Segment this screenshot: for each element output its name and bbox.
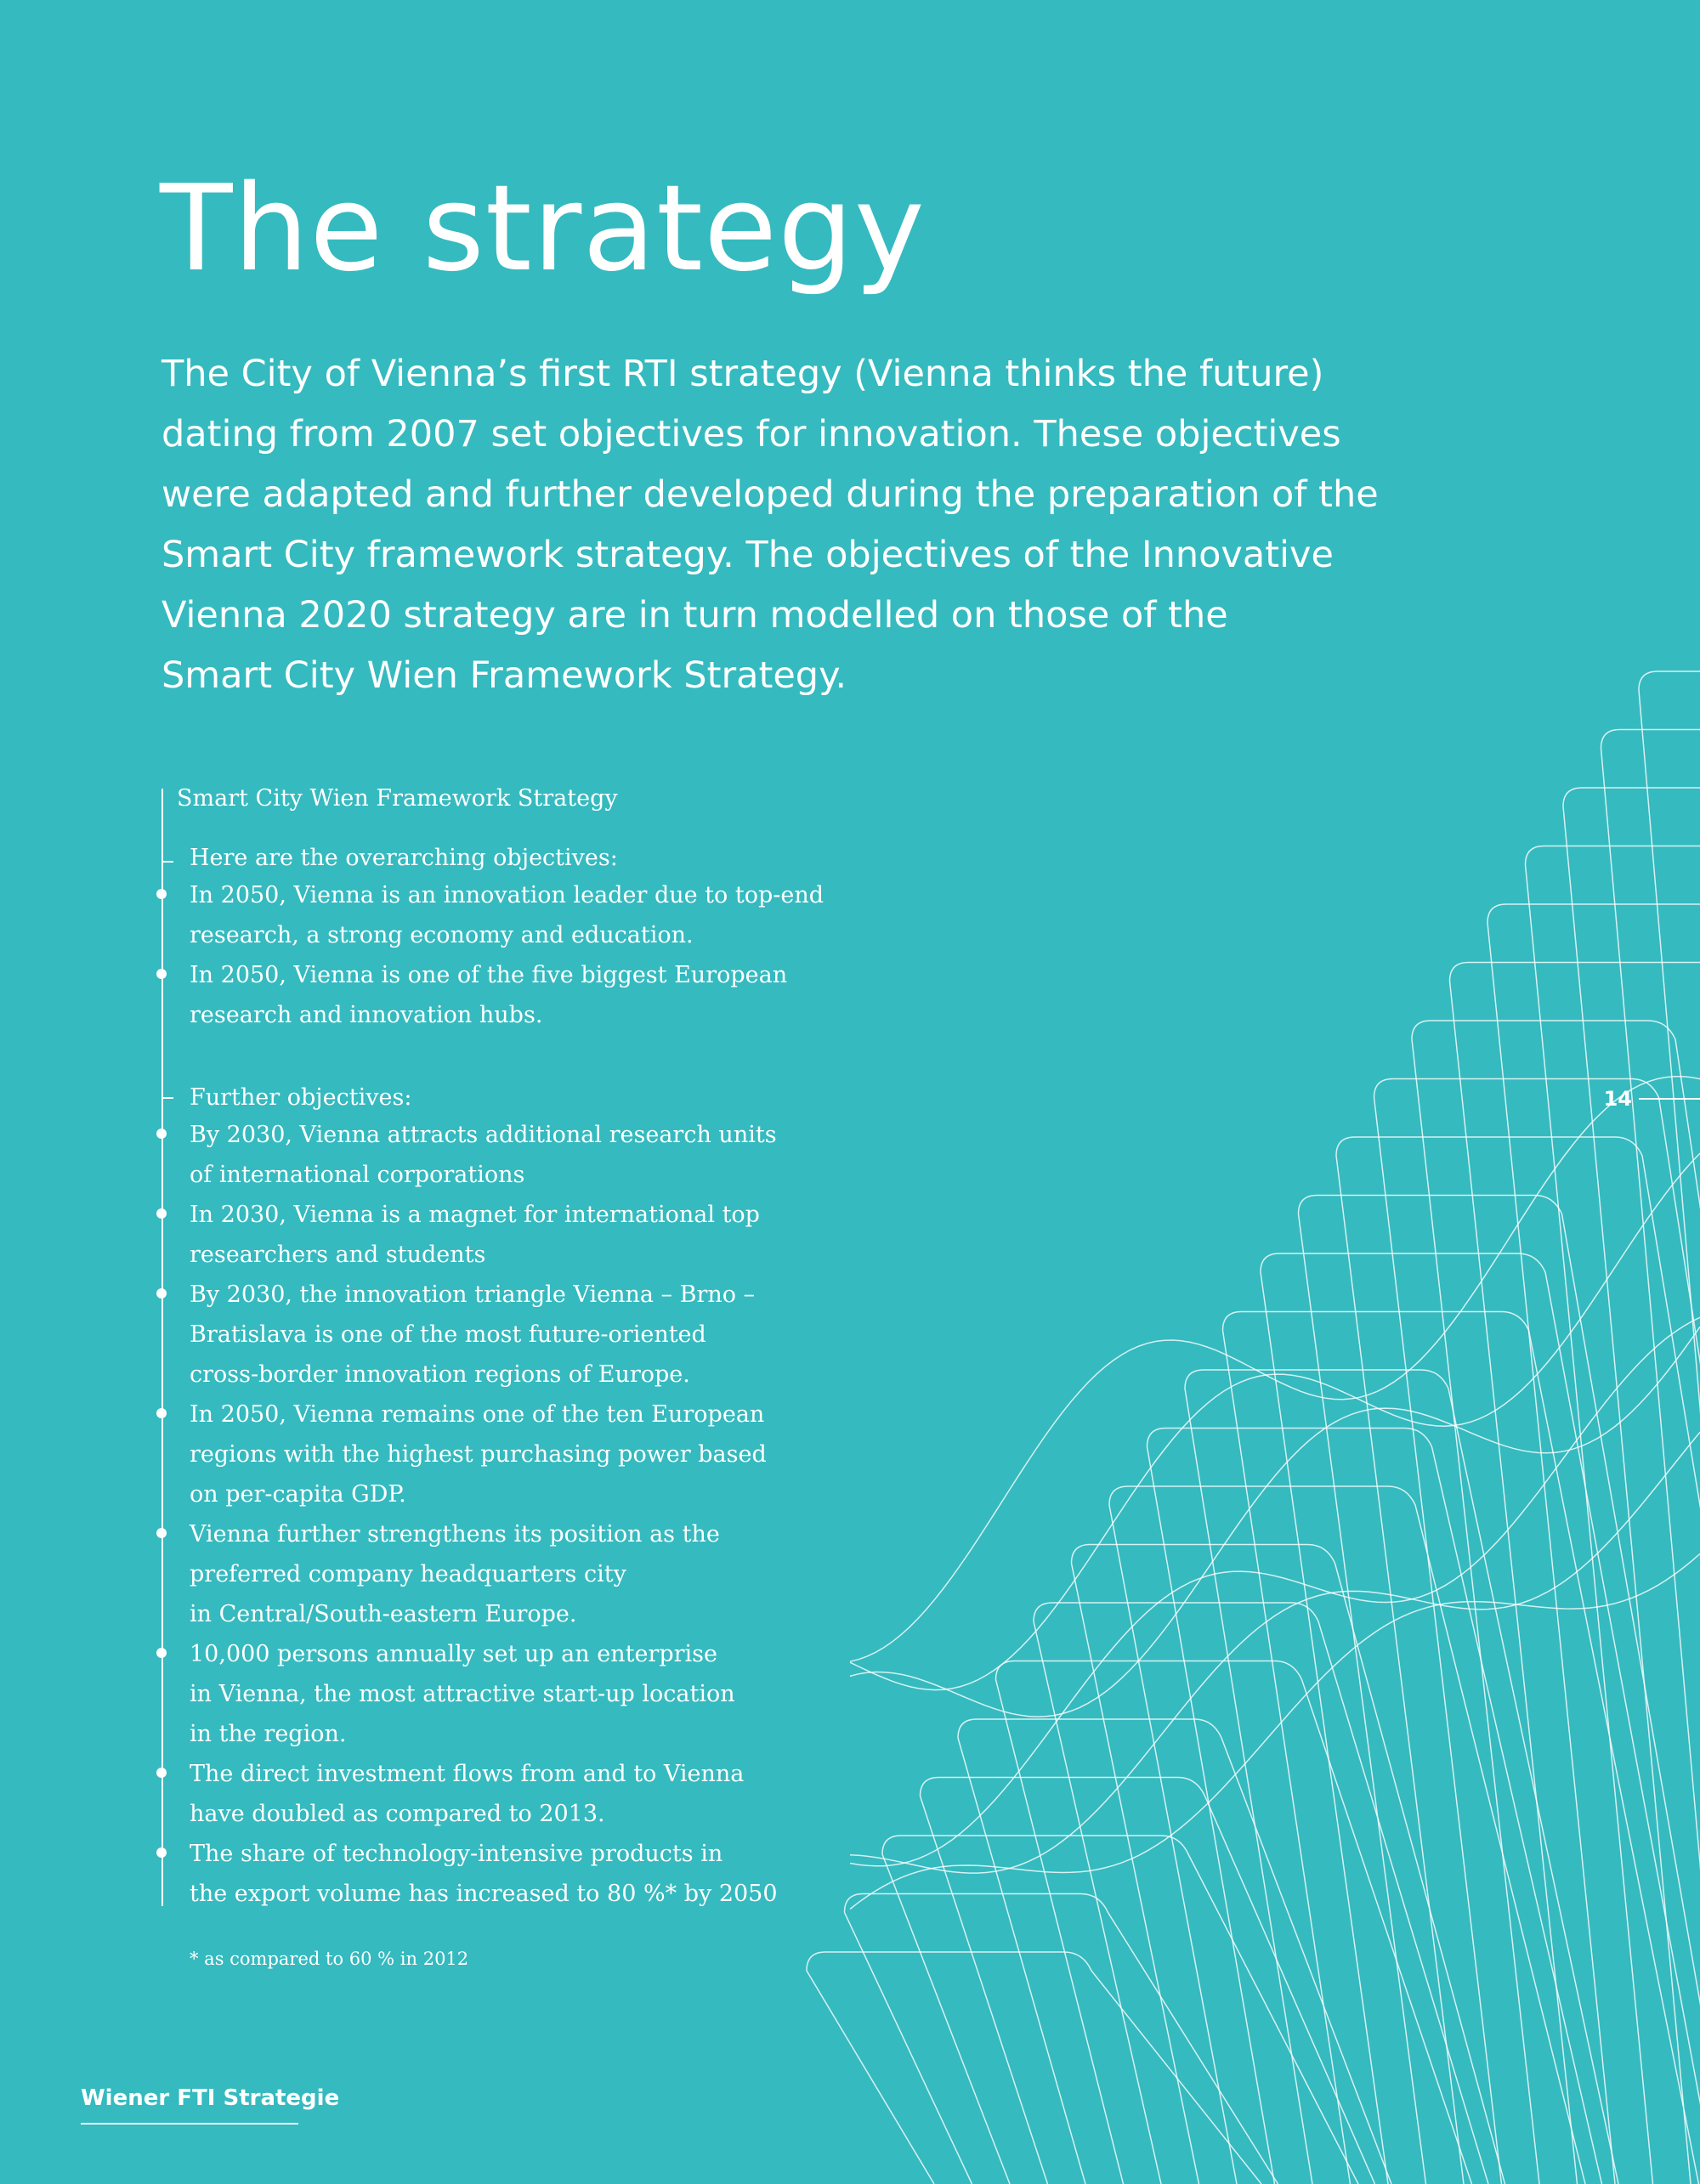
- objective-item: [190, 875, 824, 955]
- footnote: * as compared to 60 % in 2012: [190, 1949, 469, 1969]
- pattern-line: [1374, 1079, 1700, 2184]
- overarching-objectives-label: Here are the overarching objectives:: [190, 845, 618, 871]
- objective-line: By 2030, the innovation triangle Vienna – Brno –: [190, 1282, 756, 1308]
- objective-line: 10,000 persons annually set up an enterprise: [190, 1641, 717, 1667]
- bullet-dot-icon: [156, 1847, 167, 1858]
- objective-item: [190, 1834, 778, 1914]
- objective-item: [190, 1754, 778, 1834]
- pattern-line: [1526, 846, 1700, 2184]
- intro-line: The City of Vienna’s first RTI strategy (Vienna thinks the future): [162, 353, 1324, 395]
- objective-line: Vienna further strengthens its position as the: [190, 1521, 720, 1547]
- page-title: The strategy: [160, 160, 926, 298]
- objective-line: In 2030, Vienna is a magnet for international top: [190, 1202, 760, 1228]
- objective-line: Bratislava is one of the most future-oriented: [190, 1321, 706, 1348]
- intro-line: were adapted and further developed during the preparation of the: [162, 473, 1379, 516]
- overarching-tick: [162, 861, 173, 863]
- pattern-wave: [850, 1327, 1700, 1717]
- objective-line: By 2030, Vienna attracts additional research units: [190, 1122, 777, 1148]
- box-heading: Smart City Wien Framework Strategy: [177, 785, 618, 812]
- pattern-line: [1261, 1253, 1700, 2184]
- overarching-objectives-list: [190, 875, 824, 1035]
- further-tick: [162, 1097, 173, 1099]
- objective-item: [190, 1395, 778, 1514]
- bullet-dot-icon: [156, 969, 167, 979]
- box-vertical-rule: [162, 789, 163, 1906]
- pattern-line: [1601, 730, 1700, 2184]
- pattern-wave: [850, 1077, 1700, 1662]
- objective-item: [190, 1514, 778, 1634]
- objective-line: researchers and students: [190, 1242, 486, 1268]
- bullet-dot-icon: [156, 1528, 167, 1538]
- objective-line: The share of technology-intensive products in: [190, 1841, 723, 1867]
- objective-line: of international corporations: [190, 1162, 525, 1188]
- objective-line: cross-border innovation regions of Europe.: [190, 1361, 690, 1388]
- objective-line: in the region.: [190, 1721, 347, 1747]
- objective-line: preferred company headquarters city: [190, 1561, 626, 1587]
- pattern-line: [996, 1661, 1472, 2184]
- bullet-dot-icon: [156, 1408, 167, 1418]
- objective-line: research and innovation hubs.: [190, 1002, 543, 1028]
- objective-line: on per-capita GDP.: [190, 1481, 406, 1508]
- pattern-line: [807, 1952, 1261, 2184]
- bullet-dot-icon: [156, 1768, 167, 1778]
- pattern-wave: [850, 1153, 1700, 1690]
- intro-line: Smart City Wien Framework Strategy.: [162, 654, 847, 697]
- objective-line: in Vienna, the most attractive start-up location: [190, 1681, 735, 1707]
- page-number-rule: [1639, 1098, 1700, 1100]
- objective-line: The direct investment flows from and to Vienna: [190, 1761, 745, 1787]
- pattern-line: [1563, 788, 1700, 2184]
- objective-line: In 2050, Vienna is one of the five biggest European: [190, 962, 788, 988]
- objective-line: research, a strong economy and education.: [190, 922, 694, 948]
- bullet-dot-icon: [156, 1648, 167, 1658]
- pattern-line: [1223, 1312, 1699, 2184]
- bullet-dot-icon: [156, 1129, 167, 1139]
- objective-line: In 2050, Vienna is an innovation leader due to top-end: [190, 882, 824, 908]
- pattern-line: [1299, 1196, 1700, 2184]
- objective-line: In 2050, Vienna remains one of the ten European: [190, 1401, 765, 1428]
- bullet-dot-icon: [156, 1208, 167, 1219]
- further-objectives-list: [190, 1115, 778, 1914]
- pattern-line: [1336, 1137, 1700, 2184]
- intro-line: dating from 2007 set objectives for innovation. These objectives: [162, 413, 1341, 455]
- bullet-dot-icon: [156, 889, 167, 899]
- page-number: 14: [1603, 1087, 1632, 1111]
- objective-line: regions with the highest purchasing power based: [190, 1441, 767, 1468]
- objective-line: have doubled as compared to 2013.: [190, 1801, 605, 1827]
- pattern-line: [882, 1836, 1358, 2184]
- intro-line: Vienna 2020 strategy are in turn modelled on those of the: [162, 594, 1228, 637]
- objective-item: [190, 1275, 778, 1395]
- objective-line: the export volume has increased to 80 %* by 2050: [190, 1881, 778, 1907]
- objective-item: [190, 1634, 778, 1754]
- further-objectives-label: Further objectives:: [190, 1084, 412, 1111]
- pattern-line: [1185, 1370, 1618, 2184]
- footer-publication-title: Wiener FTI Strategie: [81, 2085, 340, 2111]
- bullet-dot-icon: [156, 1288, 167, 1299]
- objective-item: [190, 1195, 778, 1275]
- pattern-wave: [850, 1553, 1700, 1909]
- objective-line: in Central/South-eastern Europe.: [190, 1601, 577, 1627]
- intro-paragraph: [162, 344, 1379, 706]
- objective-item: [190, 955, 824, 1035]
- intro-line: Smart City framework strategy. The objectives of the Innovative: [162, 534, 1334, 576]
- footer-underline: [81, 2123, 298, 2125]
- objective-item: [190, 1115, 778, 1195]
- pattern-wave: [850, 1317, 1700, 1866]
